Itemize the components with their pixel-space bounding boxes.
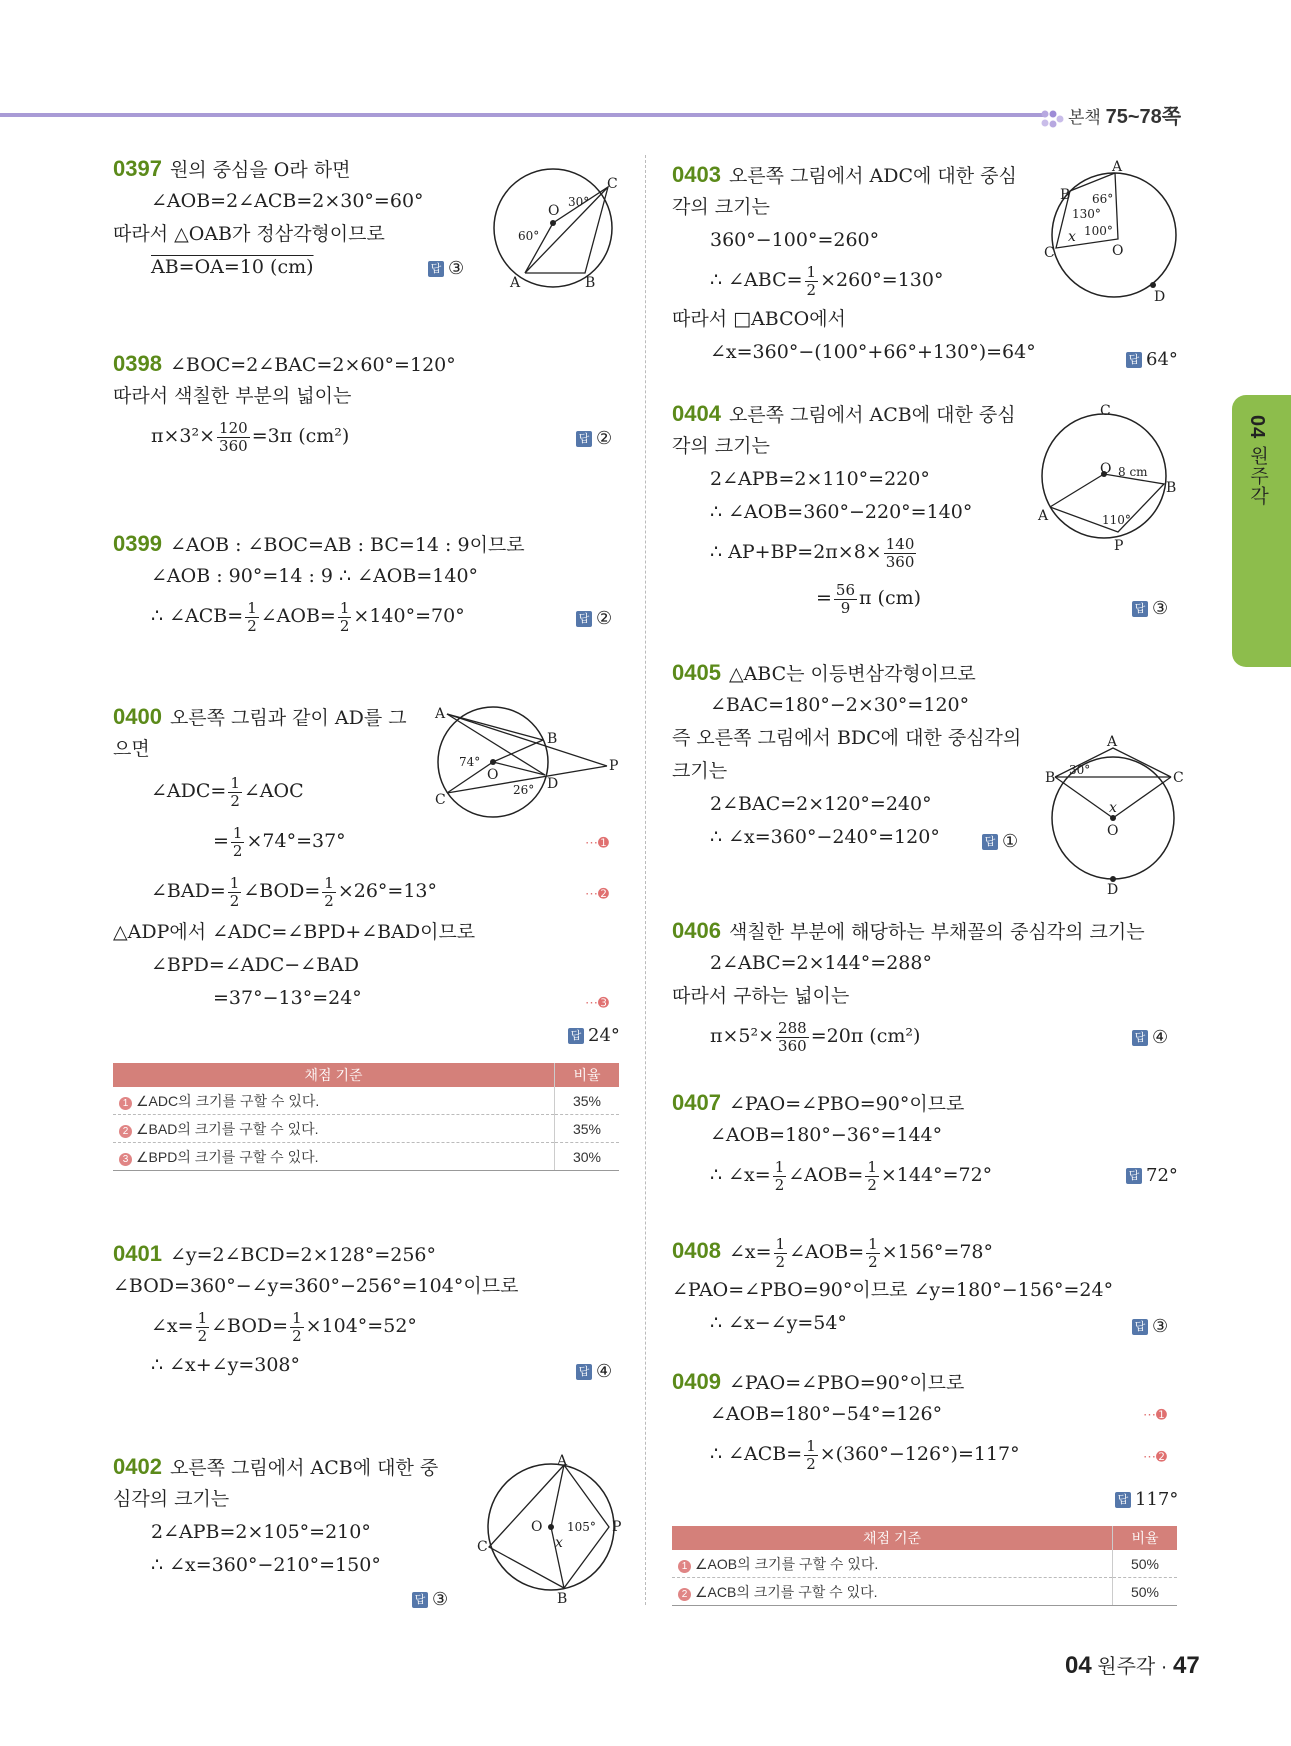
- tab-chapter-title: 원주각: [1247, 445, 1268, 506]
- label-O: O: [1107, 823, 1119, 839]
- label-C: C: [1100, 403, 1111, 419]
- text-line: 즉 오른쪽 그림에서 BDC에 대한 중심각의: [672, 727, 1022, 749]
- angle-label: x: [555, 1535, 563, 1551]
- page-range-header: [1040, 100, 1181, 130]
- label-C: C: [607, 176, 618, 192]
- text-line: 오른쪽 그림과 같이 AD를 그: [169, 707, 407, 729]
- text-line: 따라서 □ABCO에서: [672, 308, 846, 330]
- page-footer: [1065, 1650, 1200, 1680]
- label-P: P: [609, 758, 619, 774]
- fraction: $\frac{1}{2}$: [229, 873, 240, 910]
- text-line: 따라서 △OAB가 정삼각형이므로: [113, 223, 385, 245]
- answer-value: ③: [1152, 1316, 1169, 1337]
- text-line: ∴ ∠AOB=360°−220°=140°: [710, 501, 973, 523]
- marker-1: ⋯➊: [585, 835, 609, 850]
- header-pages: 75~78쪽: [1105, 106, 1182, 128]
- answer-0401: [576, 1361, 612, 1382]
- marker-3: ⋯➌: [585, 995, 609, 1010]
- answer-icon: 답: [1126, 1168, 1142, 1184]
- label-A: A: [435, 706, 446, 722]
- label-O: O: [1112, 243, 1124, 259]
- text-line: ∠y=2∠BCD=2×128°=256°: [169, 1244, 436, 1266]
- text-line: ∠PAO=∠PBO=90°이므로: [728, 1093, 965, 1115]
- text-line: ∠AOB : ∠BOC=AB : BC=14 : 9이므로: [169, 534, 525, 556]
- text-line: =3π (cm²): [251, 425, 350, 447]
- text-line: ∠BOD=360°−∠y=360°−256°=104°이므로: [113, 1275, 519, 1297]
- figure-0405: [1045, 730, 1185, 898]
- label-B: B: [1060, 187, 1071, 203]
- fraction: $\frac{1}{2}$: [806, 1436, 816, 1473]
- label-A: A: [557, 1453, 568, 1469]
- header-text: 본책: [1068, 108, 1101, 127]
- answer-icon: 답: [428, 261, 444, 277]
- problem-0409: 0409 ∠PAO=∠PBO=90°이므로 ∠AOB=180°−54°=126° ∴ ∠ACB= $\frac{1}{2}$ ×(360°−126°)=117°: [672, 1369, 1020, 1473]
- text-line: 원의 중심을 O라 하면: [169, 159, 351, 181]
- angle-label: 60°: [518, 229, 540, 243]
- answer-0408: [1132, 1316, 1168, 1337]
- problem-number: 0407: [672, 1090, 721, 1115]
- label-O: O: [531, 1519, 543, 1535]
- figure-0404: [1038, 402, 1188, 552]
- problem-number: 0402: [113, 1454, 162, 1479]
- label-D: D: [1154, 289, 1166, 305]
- table-header: 비율: [555, 1063, 620, 1087]
- label-C: C: [1173, 770, 1184, 786]
- text-line: 으면: [113, 738, 150, 760]
- text-line: ∠AOB=180°−36°=144°: [710, 1124, 943, 1146]
- label-B: B: [557, 1591, 568, 1607]
- fraction: $\frac{56}{9}$: [835, 580, 856, 617]
- label-B: B: [547, 731, 558, 747]
- text-line: ∠AOB : 90°=14 : 9 ∴ ∠AOB=140°: [151, 565, 479, 587]
- problem-0401: 0401 ∠y=2∠BCD=2×128°=256° ∠BOD=360°−∠y=360°−256°=104°이므로 ∠x= $\frac{1}{2}$ ∠BOD= $\frac{1}{2}$ ×104°=52° ∴ ∠x+∠y=308°: [113, 1237, 518, 1382]
- text-line: 2∠BAC=2×120°=240°: [710, 793, 932, 815]
- answer-0407: [1126, 1165, 1178, 1186]
- text-line: △ABC는 이등변삼각형이므로: [728, 663, 976, 685]
- label-B: B: [1045, 770, 1056, 786]
- tab-chapter-num: 04: [1246, 415, 1268, 440]
- angle-label: x: [1068, 229, 1076, 245]
- answer-icon: 답: [1132, 1319, 1148, 1335]
- answer-icon: 답: [1132, 601, 1148, 617]
- angle-label: 30°: [568, 195, 590, 209]
- problem-0404: 0404 오른쪽 그림에서 ACB에 대한 중심 각의 크기는 2∠APB=2×110°=220° ∴ ∠AOB=360°−220°=140° ∴ AP+BP=2π×8× $\frac{140}{360}$ = $\frac{56}{9}$ π (cm): [672, 401, 1016, 617]
- text-line: AB=OA=10 (cm): [151, 256, 314, 278]
- fraction: $\frac{1}{2}$: [232, 823, 243, 860]
- label-O: O: [548, 203, 560, 219]
- label-C: C: [1044, 245, 1055, 261]
- problem-number: 0400: [113, 704, 162, 729]
- text-line: △ADP에서 ∠ADC=∠BPD+∠BAD이므로: [113, 921, 476, 943]
- answer-value: 72°: [1146, 1165, 1178, 1186]
- problem-0397: [113, 152, 424, 284]
- table-header: 비율: [1113, 1526, 1178, 1550]
- text-line: ∴ ∠x=360°−240°=120°: [710, 826, 940, 848]
- text-line: 각의 크기는: [672, 435, 770, 457]
- page-number: 47: [1173, 1652, 1200, 1679]
- angle-label: 130°: [1072, 207, 1101, 221]
- label-B: B: [1166, 480, 1177, 496]
- fraction: $\frac{1}{2}$: [197, 1308, 208, 1345]
- text-line: 색칠한 부분에 해당하는 부채꼴의 중심각의 크기는: [728, 921, 1145, 943]
- answer-0403: [1126, 349, 1178, 370]
- answer-icon: 답: [1126, 352, 1142, 368]
- fraction: $\frac{288}{360}$: [778, 1018, 807, 1055]
- fraction: $\frac{1}{2}$: [868, 1234, 878, 1271]
- text-line: 2∠APB=2×105°=210°: [151, 1521, 371, 1543]
- fraction: $\frac{1}{2}$: [775, 1234, 786, 1271]
- label-A: A: [1107, 734, 1118, 750]
- answer-value: ②: [596, 428, 613, 449]
- dots-icon: [1040, 108, 1064, 130]
- answer-value: ③: [432, 1589, 449, 1610]
- angle-label: 66°: [1092, 192, 1114, 206]
- text-line: 2∠APB=2×110°=220°: [710, 468, 930, 490]
- answer-0398: [576, 428, 612, 449]
- footer-chapter-num: 04: [1065, 1652, 1092, 1679]
- problem-number: 0398: [113, 351, 162, 376]
- table-header: 채점 기준: [672, 1526, 1113, 1550]
- problem-0407: 0407 ∠PAO=∠PBO=90°이므로 ∠AOB=180°−36°=144° ∴ ∠x= $\frac{1}{2}$ ∠AOB= $\frac{1}{2}$ ×144°=72°: [672, 1090, 993, 1194]
- problem-0402: [113, 1450, 438, 1582]
- problem-0400: 0400 오른쪽 그림과 같이 AD를 그 으면 ∠ADC= $\frac{1}{2}$ ∠AOC = $\frac{1}{2}$ ×74°=37° ∠BAD= $\frac{1}{2}$ ∠BOD= $\frac{1}{2}$ ×26°=13° △ADP에서 ∠ADC=∠BPD+∠BAD이므로 ∠BPD=∠ADC−∠BAD =37°−13°=24°: [113, 700, 475, 1015]
- angle-label: x: [1109, 800, 1117, 816]
- answer-icon: 답: [412, 1592, 428, 1608]
- problem-0408: 0408 ∠x= $\frac{1}{2}$ ∠AOB= $\frac{1}{2}$ ×156°=78° ∠PAO=∠PBO=90°이므로 ∠y=180°−156°=24° ∴ ∠x−∠y=54°: [672, 1228, 1113, 1340]
- table-row: 2 ∠BAD의 크기를 구할 수 있다. 35%: [113, 1115, 619, 1143]
- grading-table-0400: [113, 1063, 619, 1171]
- fraction: $\frac{1}{2}$: [867, 1157, 877, 1194]
- text-line: ∠AOB=2∠ACB=2×30°=60°: [151, 190, 424, 212]
- answer-0409: [1115, 1489, 1178, 1510]
- angle-label: 105°: [567, 1520, 596, 1534]
- problem-0399: 0399 ∠AOB : ∠BOC=AB : BC=14 : 9이므로 ∠AOB : 90°=14 : 9 ∴ ∠AOB=140° ∴ ∠ACB= $\frac{1}{2}$ ∠AOB= $\frac{1}{2}$ ×140°=70°: [113, 531, 525, 635]
- text-line: 오른쪽 그림에서 ACB에 대한 중: [169, 1457, 439, 1479]
- chapter-side-tab: [1232, 395, 1291, 667]
- answer-icon: 답: [1115, 1492, 1131, 1508]
- text-line: 2∠ABC=2×144°=288°: [710, 952, 932, 974]
- label-C: C: [435, 792, 446, 808]
- answer-0406: [1132, 1027, 1168, 1048]
- problem-number: 0405: [672, 660, 721, 685]
- problem-number: 0399: [113, 531, 162, 556]
- answer-0405: [982, 831, 1018, 852]
- text-line: ∠PAO=∠PBO=90°이므로: [728, 1372, 965, 1394]
- answer-0404: [1132, 598, 1168, 619]
- fraction: $\frac{140}{360}$: [885, 534, 915, 571]
- answer-value: ①: [1002, 831, 1019, 852]
- text-line: 오른쪽 그림에서 ACB에 대한 중심: [728, 404, 1016, 426]
- text-line: 따라서 색칠한 부분의 넓이는: [113, 385, 352, 407]
- column-divider: [645, 155, 646, 1605]
- label-P: P: [1114, 538, 1124, 554]
- angle-label: 26°: [513, 783, 535, 797]
- text-line: ∠x=360°−(100°+66°+130°)=64°: [710, 341, 1036, 363]
- answer-icon: 답: [568, 1028, 584, 1044]
- problem-0403: 0403 오른쪽 그림에서 ADC에 대한 중심 각의 크기는 360°−100°=260° ∴ ∠ABC= $\frac{1}{2}$ ×260°=130° 따라서 □ABCO에서 ∠x=360°−(100°+66°+130°)=64°: [672, 158, 1036, 369]
- problem-number: 0408: [672, 1238, 721, 1263]
- label-B: B: [585, 275, 596, 291]
- fraction: $\frac{1}{2}$: [339, 598, 350, 635]
- table-row: 1 ∠ADC의 크기를 구할 수 있다. 35%: [113, 1087, 619, 1115]
- label-D: D: [547, 776, 559, 792]
- text-line: 각의 크기는: [672, 196, 770, 218]
- answer-0402: [412, 1589, 448, 1610]
- text-line: ∴ ∠x+∠y=308°: [151, 1354, 301, 1376]
- fraction: $\frac{1}{2}$: [774, 1157, 785, 1194]
- table-header: 채점 기준: [113, 1063, 555, 1087]
- marker-1: ⋯➊: [1143, 1407, 1167, 1422]
- angle-label: 74°: [459, 755, 481, 769]
- header-rule: [0, 113, 1045, 117]
- answer-value: 24°: [588, 1025, 620, 1046]
- text-line: ∠BOC=2∠BAC=2×60°=120°: [169, 354, 456, 376]
- text-line: ∠PAO=∠PBO=90°이므로 ∠y=180°−156°=24°: [672, 1279, 1114, 1301]
- fraction: $\frac{1}{2}$: [230, 773, 240, 810]
- label-A: A: [1038, 508, 1049, 524]
- text-line: 360°−100°=260°: [710, 229, 880, 251]
- text-line: ∴ ∠x−∠y=54°: [710, 1312, 847, 1334]
- answer-value: 117°: [1135, 1489, 1179, 1510]
- answer-value: ④: [1152, 1027, 1169, 1048]
- figure-0403: [1042, 159, 1182, 305]
- answer-icon: 답: [576, 431, 592, 447]
- footer-chapter-title: 원주각 ·: [1097, 1656, 1168, 1678]
- text-line: ∠BAC=180°−2×30°=120°: [710, 694, 970, 716]
- text-line: π×3²×: [151, 425, 216, 447]
- problem-number: 0404: [672, 401, 721, 426]
- answer-value: 64°: [1146, 349, 1178, 370]
- text-line: ∠BPD=∠ADC−∠BAD: [151, 954, 359, 976]
- label-O: O: [1100, 461, 1112, 477]
- problem-0406: 0406 색칠한 부분에 해당하는 부채꼴의 중심각의 크기는 2∠ABC=2×144°=288° 따라서 구하는 넓이는 π×5²× $\frac{288}{360}$ =20π (cm²): [672, 918, 1145, 1055]
- problem-number: 0397: [113, 156, 162, 181]
- text-line: 따라서 구하는 넓이는: [672, 985, 850, 1007]
- label-C: C: [477, 1539, 488, 1555]
- text-line: =37°−13°=24°: [213, 987, 362, 1009]
- answer-icon: 답: [576, 611, 592, 627]
- fraction: $\frac{1}{2}$: [324, 873, 334, 910]
- marker-2: ⋯➋: [585, 886, 609, 901]
- figure-0400: [435, 700, 625, 810]
- label-P: P: [612, 1519, 622, 1535]
- answer-0400: [568, 1025, 620, 1046]
- answer-value: ③: [448, 258, 465, 279]
- problem-0405: [672, 656, 1021, 854]
- problem-number: 0406: [672, 918, 721, 943]
- grading-table-0409: [672, 1526, 1177, 1606]
- answer-0397: [428, 258, 464, 279]
- figure-0397: [490, 165, 620, 291]
- label-A: A: [510, 275, 521, 291]
- fraction: $\frac{120}{360}$: [219, 418, 248, 455]
- label-O: O: [487, 767, 499, 783]
- fraction: $\frac{1}{2}$: [247, 598, 257, 635]
- text-line: ∴ ∠x=360°−210°=150°: [151, 1554, 381, 1576]
- angle-label: 30°: [1069, 763, 1091, 777]
- answer-icon: 답: [576, 1364, 592, 1380]
- answer-icon: 답: [1132, 1030, 1148, 1046]
- answer-0399: [576, 608, 612, 629]
- answer-icon: 답: [982, 834, 998, 850]
- table-row: 1 ∠AOB의 크기를 구할 수 있다. 50%: [672, 1550, 1177, 1578]
- fraction: $\frac{1}{2}$: [292, 1308, 302, 1345]
- problem-number: 0409: [672, 1369, 721, 1394]
- angle-label: 100°: [1084, 224, 1113, 238]
- figure-0402: [477, 1453, 627, 1607]
- text-line: 심각의 크기는: [113, 1488, 230, 1510]
- label-A: A: [1112, 159, 1123, 175]
- angle-label: 110°: [1102, 513, 1131, 527]
- answer-value: ③: [1152, 598, 1169, 619]
- table-row: 3 ∠BPD의 크기를 구할 수 있다. 30%: [113, 1143, 619, 1171]
- length-label: 8 cm: [1118, 465, 1148, 479]
- table-row: 2 ∠ACB의 크기를 구할 수 있다. 50%: [672, 1578, 1177, 1606]
- problem-0398: [113, 347, 456, 459]
- label-D: D: [1107, 882, 1119, 898]
- marker-2: ⋯➋: [1143, 1449, 1167, 1464]
- answer-value: ④: [596, 1361, 613, 1382]
- text-line: ∠AOB=180°−54°=126°: [710, 1403, 943, 1425]
- text-line: 크기는: [672, 760, 728, 782]
- problem-number: 0403: [672, 162, 721, 187]
- problem-number: 0401: [113, 1241, 162, 1266]
- text-line: 오른쪽 그림에서 ADC에 대한 중심: [728, 165, 1017, 187]
- answer-value: ②: [596, 608, 613, 629]
- fraction: $\frac{1}{2}$: [806, 262, 817, 299]
